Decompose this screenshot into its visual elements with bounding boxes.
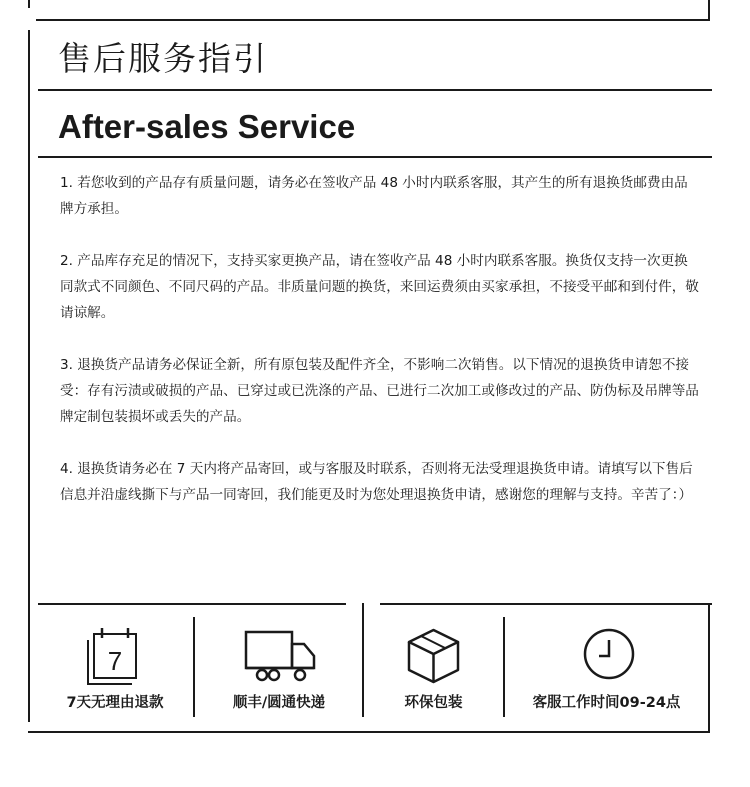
- divider-services-right: [380, 603, 712, 605]
- service-label-packaging: 环保包装: [404, 695, 463, 711]
- divider-under-cn-title: [38, 89, 712, 91]
- package-box-icon: [364, 628, 503, 688]
- service-label-hours: 客服工作时间09-24点: [532, 695, 681, 711]
- service-separator-1: [193, 617, 195, 717]
- delivery-truck-icon: [196, 628, 362, 688]
- divider-top: [36, 19, 710, 21]
- frame-right-lower: [708, 603, 710, 733]
- service-label-refund: 7天无理由退款: [66, 695, 164, 711]
- service-label-delivery: 顺丰/圆通快递: [232, 695, 326, 711]
- top-right-tick: [708, 0, 710, 20]
- divider-bottom: [28, 731, 710, 733]
- divider-services-left: [38, 603, 346, 605]
- page-title-english: After-sales Service: [58, 108, 356, 145]
- divider-under-en-title: [38, 156, 712, 158]
- frame-left: [28, 30, 30, 722]
- top-left-tick: [28, 0, 30, 8]
- policy-paragraph-2: 2. 产品库存充足的情况下，支持买家更换产品，请在签收产品 48 小时内联系客服。换货仅支持一次更换同款式不同颜色、不同尺码的产品。非质量问题的换货，来回运费须由买家承担，不接受平邮和到付件，敬请谅解。: [60, 253, 699, 321]
- policy-paragraph-4: 4. 退换货请务必在 7 天内将产品寄回，或与客服及时联系，否则将无法受理退换货申请。请填写以下售后信息并沿虚线撕下与产品一同寄回，我们能更及时为您处理退换货申请，感谢您的理解与支持。辛苦了：）: [60, 461, 693, 503]
- calendar-day-number: 7: [107, 646, 123, 676]
- calendar-7-icon: [40, 628, 190, 688]
- page-title-chinese: 售后服务指引: [58, 39, 268, 78]
- policy-paragraph-1: 1. 若您收到的产品存有质量问题，请务必在签收产品 48 小时内联系客服，其产生的所有退换货邮费由品牌方承担。: [60, 175, 688, 217]
- policy-text: [60, 170, 700, 534]
- clock-icon: [505, 628, 708, 688]
- policy-paragraph-3: 3. 退换货产品请务必保证全新，所有原包装及配件齐全，不影响二次销售。以下情况的退换货申请恕不接受：存有污渍或破损的产品、已穿过或已洗涤的产品、已进行二次加工或修改过的产品、防伪标及吊牌等品牌定制包装损坏或丢失的产品。: [60, 357, 699, 425]
